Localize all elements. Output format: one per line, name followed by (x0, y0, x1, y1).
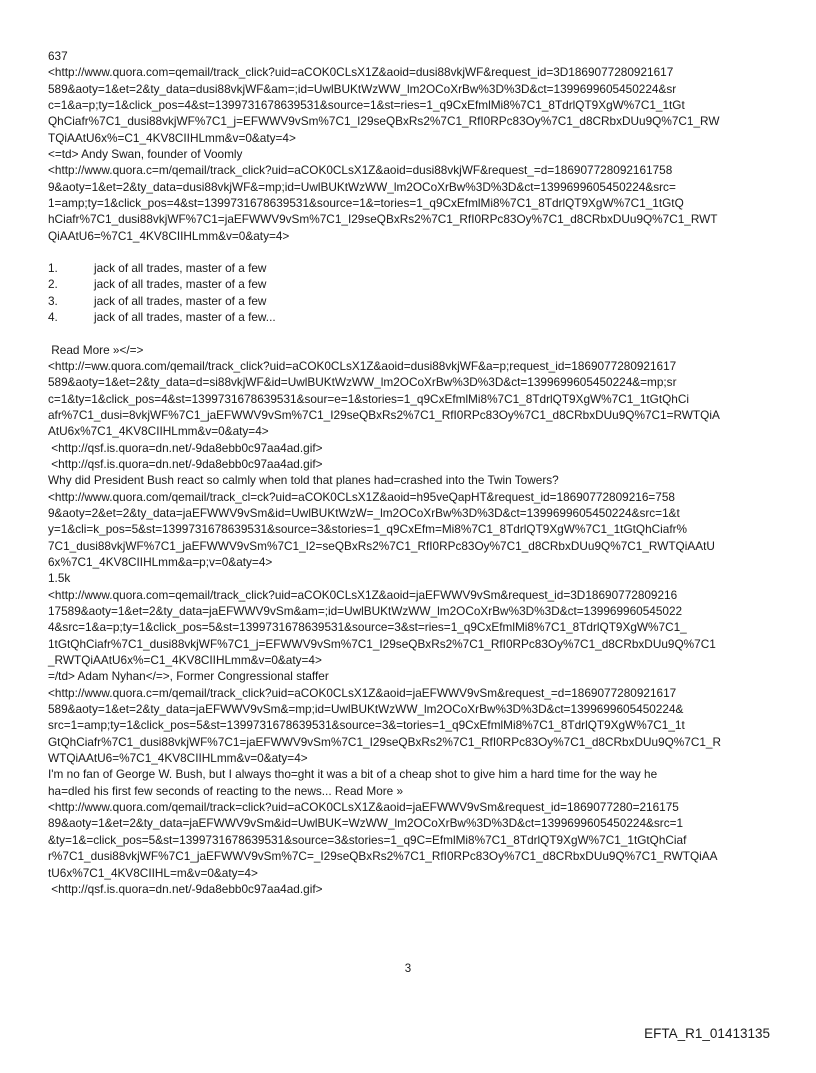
link-line: WTQiAAtU6=%7C1_4KV8CIIHLmm&v=0&aty=4> (48, 751, 308, 766)
list-text: jack of all trades, master of a few (94, 293, 267, 308)
link-line: GtQhCiafr%7C1_dusi88vkjWF%7C1=jaEFWWV9vSm%7C1_I29seQBxRs2%7C1_RfI0RPc83Oy%7C1_d8CRbxDUu9Q%7C1_R (48, 734, 722, 749)
link-line: r%7C1_dusi88vkjWF%7C1_jaEFWWV9vSm%7C=_I29seQBxRs2%7C1_RfI0RPc83Oy%7C1_d8CRbxDUu9Q%7C1_RWTQiAA (48, 849, 718, 864)
link-line: 1tGtQhCiafr%7C1_dusi88vkjWF%7C1_j=EFWWV9vSm%7C1_I29seQBxRs2%7C1_RfI0RPc83Oy%7C1_d8CRbxDUu9Q%7C1 (48, 636, 716, 651)
list-number: 3. (48, 293, 58, 308)
page-number: 3 (404, 963, 412, 975)
author-line: =/td> Adam Nyhan</=>, Former Congressional staffer (48, 669, 329, 684)
text-line: 637 (48, 49, 68, 63)
link-line: src=1=amp;ty=1&click_pos=5&st=1399731678639531&source=3&=tories=1_q9CxEfmlMi8%7C1_8TdrlQT9XgW%7C1_1t (48, 718, 685, 733)
list-item (48, 276, 778, 292)
image-link-line: <http://qsf.is.quora=dn.net/-9da8ebb0c97aa4ad.gif> (48, 440, 323, 455)
list-item (48, 309, 778, 325)
list-item (48, 260, 778, 276)
link-line: 589&aoty=1&et=2&ty_data=jaEFWWV9vSm&=mp;id=UwlBUKtWzWW_lm2OCoXrBw%3D%3D&ct=1399699605450224& (48, 702, 684, 717)
link-line: 6x%7C1_4KV8CIIHLmm&a=p;v=0&aty=4> (48, 554, 273, 569)
link-line: <http://www.quora.c=m/qemail/track_click?uid=aCOK0CLsX1Z&aoid=jaEFWWV9vSm&request_=d=1869077280921617 (48, 685, 677, 700)
link-line: 7C1_dusi88vkjWF%7C1_jaEFWWV9vSm%7C1_I2=seQBxRs2%7C1_RfI0RPc83Oy%7C1_d8CRbxDUu9Q%7C1_RWTQiAAtU (48, 538, 715, 553)
image-link-line: <http://qsf.is.quora=dn.net/-9da8ebb0c97aa4ad.gif> (48, 881, 323, 896)
link-line: 4&src=1&a=p;ty=1&click_pos=5&st=1399731678639531&source=3&st=ries=1_q9CxEfmlMi8%7C1_8TdrlQT9XgW%7C1_ (48, 620, 687, 635)
author-line: <=td> Andy Swan, founder of Voomly (48, 147, 243, 162)
link-line: <http://www.quora.com=qemail/track_click?uid=aCOK0CLsX1Z&aoid=jaEFWWV9vSm&request_id=3D18690772809216 (48, 587, 678, 602)
link-line: c=1&a=p;ty=1&click_pos=4&st=1399731678639531&source=1&st=ries=1_q9CxEfmlMi8%7C1_8TdrlQT9XgW%7C1_1tGt (48, 98, 685, 113)
link-line: <http://www.quora.com/qemail/track=click?uid=aCOK0CLsX1Z&aoid=jaEFWWV9vSm&request_id=1869077280=216175 (48, 800, 679, 815)
link-line: tU6x%7C1_4KV8CIIHL=m&v=0&aty=4> (48, 865, 258, 880)
list-number: 4. (48, 310, 58, 325)
list-number: 1. (48, 261, 58, 276)
link-line: &ty=1&=click_pos=5&st=1399731678639531&source=3&stories=1_q9C=EfmlMi8%7C1_8TdrlQT9XgW%7C1_1tGtQhCiaf (48, 832, 687, 847)
count-line: 1.5k (48, 571, 71, 586)
link-line: 1=amp;ty=1&click_pos=4&st=1399731678639531&source=1&=tories=1_q9CxEfmlMi8%7C1_8TdrlQT9XgW%7C1_1tGtQ (48, 196, 684, 211)
list-number: 2. (48, 277, 58, 292)
list-item (48, 293, 778, 309)
document-id: EFTA_R1_01413135 (644, 1026, 770, 1041)
link-line: QhCiafr%7C1_dusi88vkjWF%7C1_j=EFWWV9vSm%7C1_I29seQBxRs2%7C1_RfI0RPc83Oy%7C1_d8CRbxDUu9Q%7C1_RW (48, 114, 720, 129)
link-line: <http://www.quora.c=m/qemail/track_click?uid=aCOK0CLsX1Z&aoid=dusi88vkjWF&request_=d=186907728092161758 (48, 163, 673, 178)
question-line: Why did President Bush react so calmly when told that planes had=crashed into the Twin Towers? (48, 473, 559, 488)
link-line: <http://www.quora.com=qemail/track_click?uid=aCOK0CLsX1Z&aoid=dusi88vkjWF&request_id=3D1869077280921617 (48, 65, 674, 80)
answer-line: ha=dled his first few seconds of reacting to the news... Read More » (48, 783, 404, 798)
list-text: jack of all trades, master of a few... (94, 310, 276, 325)
link-line: 9&aoty=1&et=2&ty_data=dusi88vkjWF&=mp;id=UwlBUKtWzWW_lm2OCoXrBw%3D%3D&ct=1399699605450224&src= (48, 179, 676, 194)
link-line: c=1&ty=1&click_pos=4&st=1399731678639531&sour=e=1&stories=1_q9CxEfmlMi8%7C1_8TdrlQT9XgW%7C1_1tGtQhCi (48, 391, 690, 406)
link-line: afr%7C1_dusi=8vkjWF%7C1_jaEFWWV9vSm%7C1_I29seQBxRs2%7C1_RfI0RPc83Oy%7C1_d8CRbxDUu9Q%7C1=RWTQiA (48, 407, 720, 422)
document-body (48, 48, 778, 897)
image-link-line: <http://qsf.is.quora=dn.net/-9da8ebb0c97aa4ad.gif> (48, 456, 323, 471)
link-line: y=1&cli=k_pos=5&st=1399731678639531&source=3&stories=1_q9CxEfm=Mi8%7C1_8TdrlQT9XgW%7C1_1tGtQhCiafr% (48, 522, 688, 537)
numbered-list (48, 260, 778, 325)
link-line: <http://www.quora.com/qemail/track_cl=ck?uid=aCOK0CLsX1Z&aoid=h95veQapHT&request_id=18690772809216=758 (48, 489, 675, 504)
link-line: _RWTQiAAtU6x%=C1_4KV8CIIHLmm&v=0&aty=4> (48, 653, 322, 668)
link-line: 589&aoty=1&et=2&ty_data=d=si88vkjWF&id=UwlBUKtWzWW_lm2OCoXrBw%3D%3D&ct=1399699605450224&=mp;sr (48, 375, 677, 390)
read-more-line: Read More »</=> (48, 342, 144, 357)
link-line: AtU6x%7C1_4KV8CIIHLmm&v=0&aty=4> (48, 424, 269, 439)
link-line: 89&aoty=1&et=2&ty_data=jaEFWWV9vSm&id=UwlBUK=WzWW_lm2OCoXrBw%3D%3D&ct=1399699605450224&src=1 (48, 816, 684, 831)
link-line: QiAAtU6=%7C1_4KV8CIIHLmm&v=0&aty=4> (48, 228, 290, 243)
link-line: 9&aoty=2&et=2&ty_data=jaEFWWV9vSm&id=UwlBUKtWzW=_lm2OCoXrBw%3D%3D&ct=1399699605450224&src=1&t (48, 505, 680, 520)
link-line: TQiAAtU6x%=C1_4KV8CIIHLmm&v=0&aty=4> (48, 130, 296, 145)
link-line: 589&aoty=1&et=2&ty_data=dusi88vkjWF&am=;id=UwlBUKtWzWW_lm2OCoXrBw%3D%3D&ct=1399699605450224&sr (48, 81, 677, 96)
link-line: 17589&aoty=1&et=2&ty_data=jaEFWWV9vSm&am=;id=UwlBUKtWzWW_lm2OCoXrBw%3D%3D&ct=139969960545022 (48, 604, 683, 618)
answer-line: I'm no fan of George W. Bush, but I always tho=ght it was a bit of a cheap shot to give him a hard time for the way he (48, 767, 658, 782)
list-text: jack of all trades, master of a few (94, 261, 267, 276)
link-line: <http://=ww.quora.com/qemail/track_click?uid=aCOK0CLsX1Z&aoid=dusi88vkjWF&a=p;request_id=1869077280921617 (48, 358, 677, 373)
list-text: jack of all trades, master of a few (94, 277, 267, 292)
link-line: hCiafr%7C1_dusi88vkjWF%7C1=jaEFWWV9vSm%7C1_I29seQBxRs2%7C1_RfI0RPc83Oy%7C1_d8CRbxDUu9Q%7C1_RWT (48, 212, 718, 227)
